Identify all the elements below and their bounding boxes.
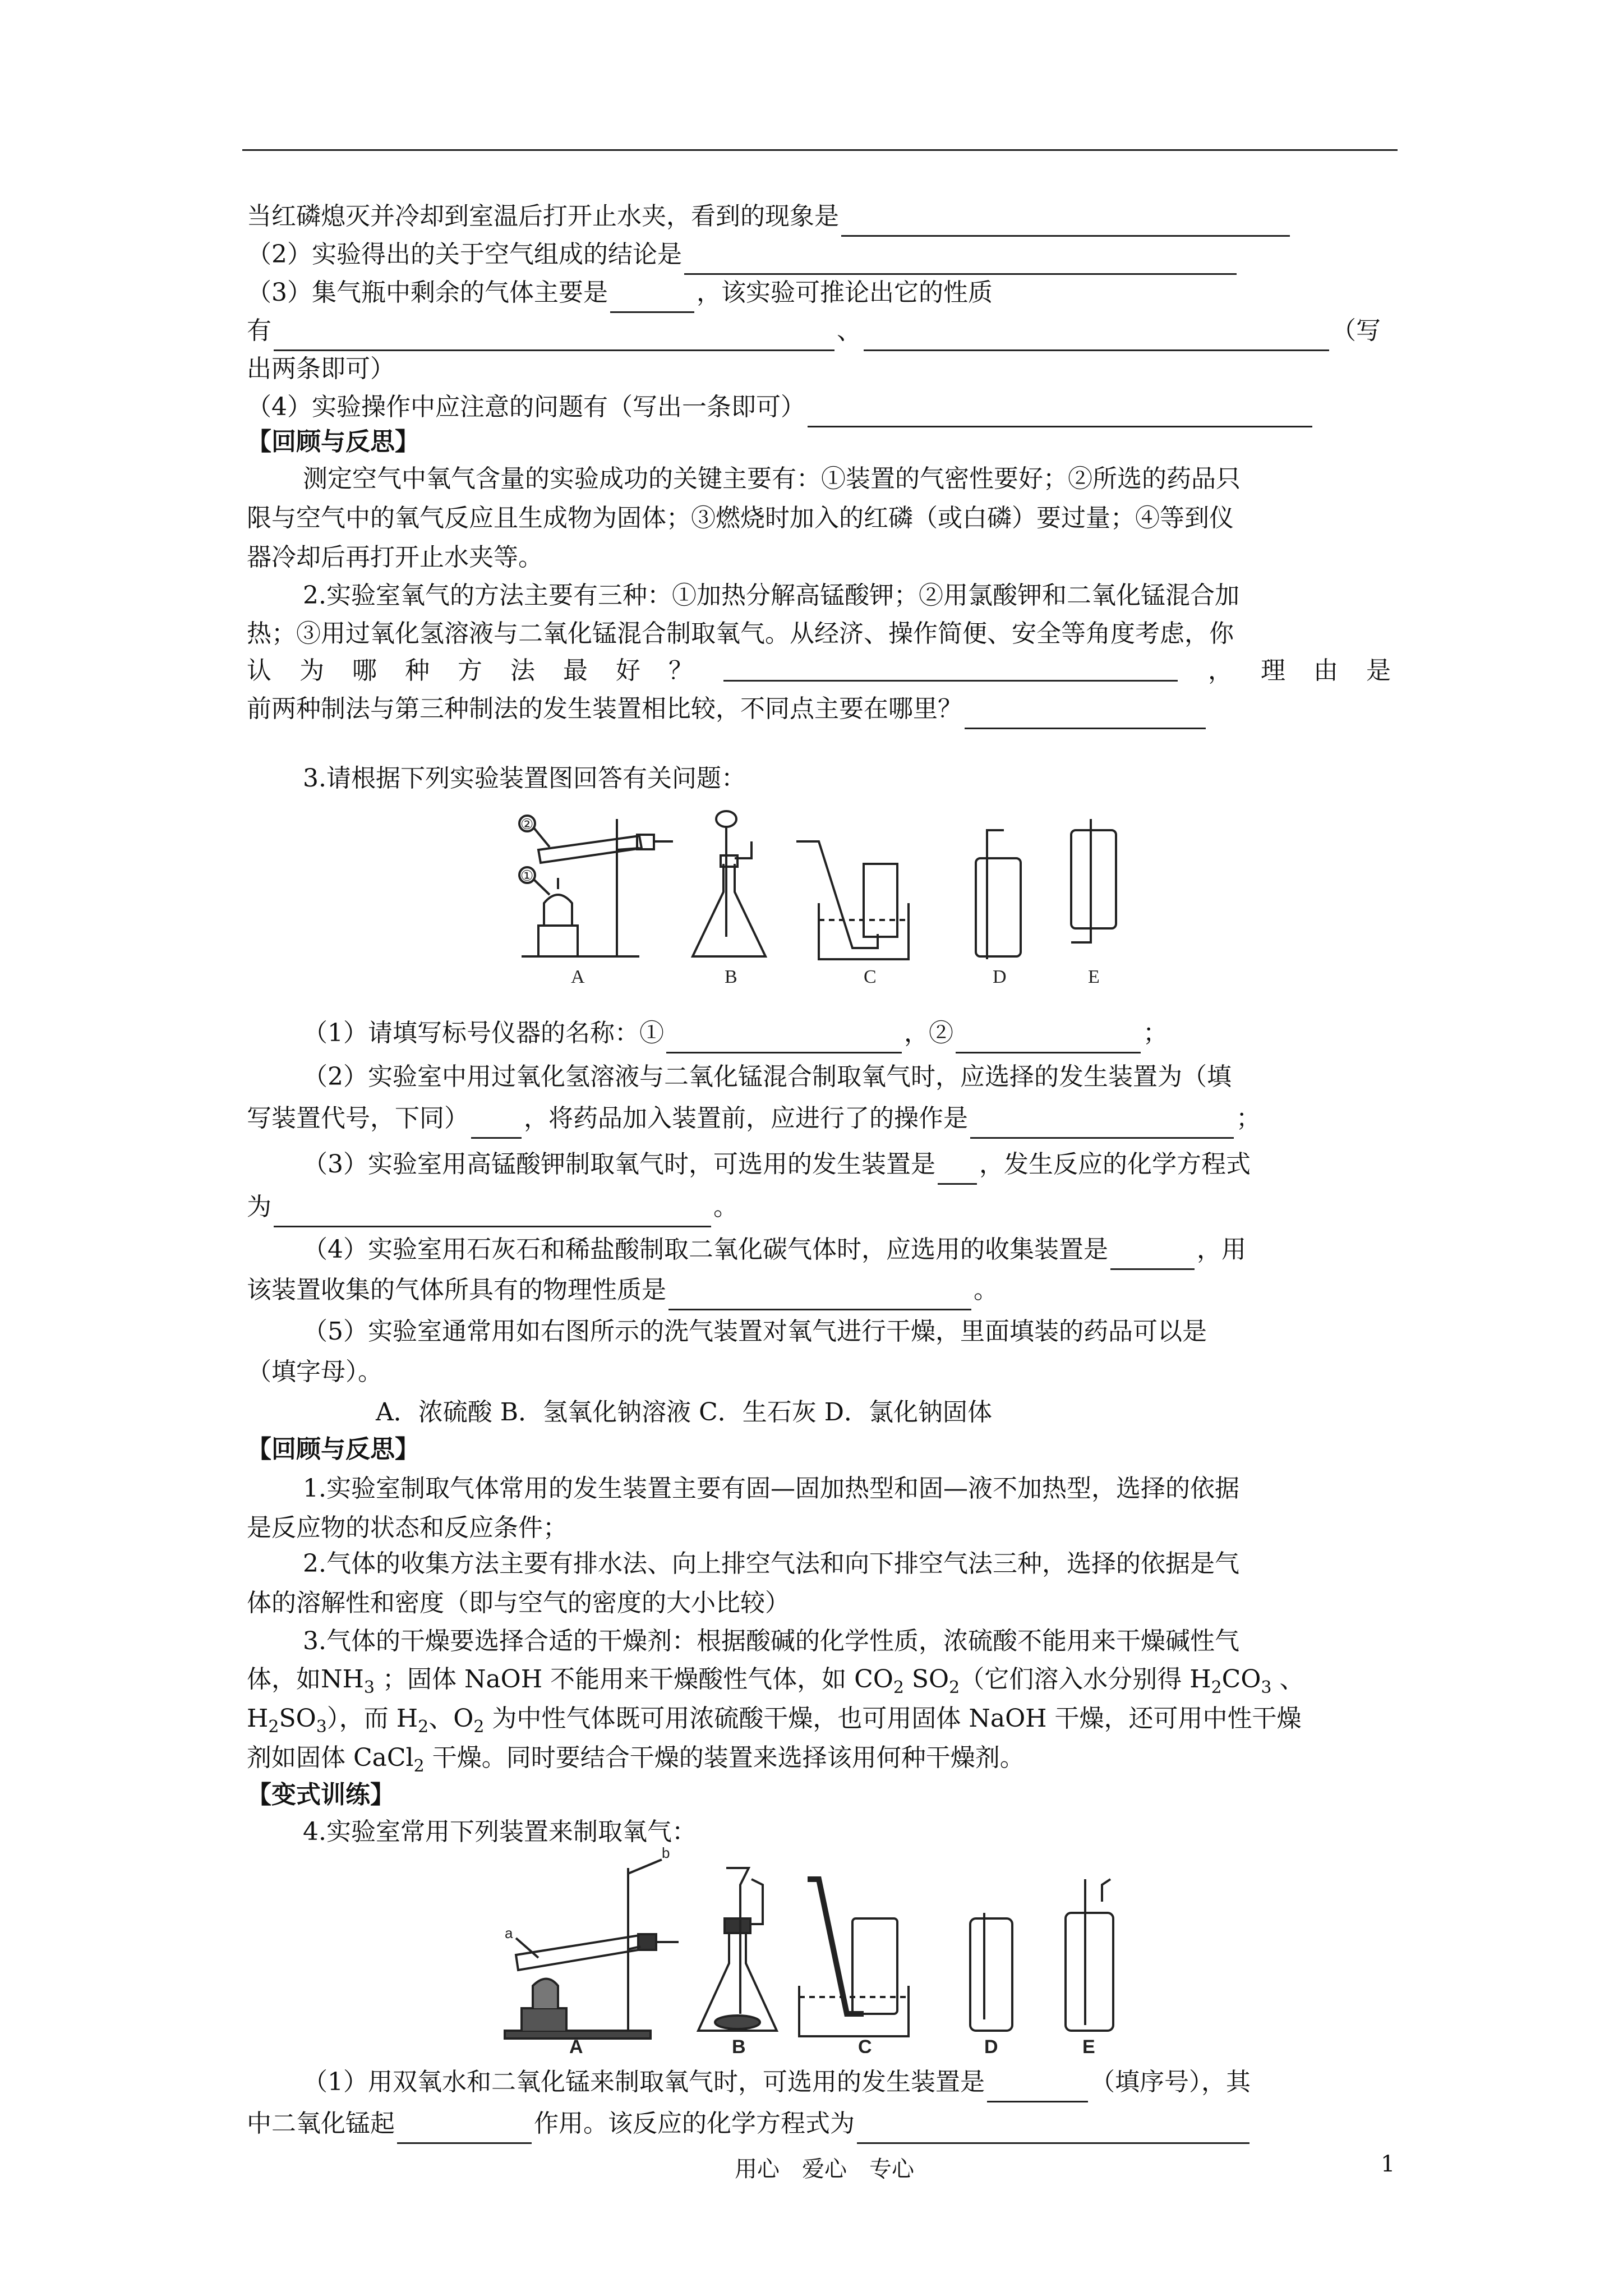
text-run: （3）实验室用高锰酸钾制取氧气时，可选用的发生装置是 bbox=[303, 1150, 935, 1179]
text-line bbox=[303, 1230, 1458, 1270]
text-run: 该装置收集的气体所具有的物理性质是 bbox=[247, 1276, 666, 1304]
fig1-label-c: C bbox=[864, 967, 877, 987]
text-run: 认 bbox=[247, 656, 271, 685]
answer-blank bbox=[956, 1023, 1141, 1053]
text-line bbox=[247, 273, 1402, 313]
page-number: 1 bbox=[1381, 2151, 1395, 2177]
text-line bbox=[303, 576, 1458, 616]
text-run: 1.实验室制取气体常用的发生装置主要有固—固加热型和固—液不加热型，选择的依据 bbox=[303, 1474, 1239, 1503]
text-line bbox=[247, 614, 1402, 654]
fig1-burner bbox=[544, 895, 572, 926]
text-line bbox=[247, 2104, 1402, 2144]
answer-blank bbox=[610, 282, 694, 313]
text-run: 好 bbox=[616, 656, 640, 685]
fig1-bottle-e bbox=[1071, 830, 1116, 928]
text-run: （1）用双氧水和二氧化锰来制取氧气时，可选用的发生装置是 bbox=[303, 2068, 985, 2096]
answer-blank bbox=[1110, 1239, 1195, 1270]
text-run: 3.气体的干燥要选择合适的干燥剂：根据酸碱的化学性质，浓硫酸不能用来干燥碱性气 bbox=[303, 1627, 1239, 1655]
subscript: 2 bbox=[418, 1717, 429, 1737]
text-line bbox=[247, 349, 1402, 389]
text-run: 最 bbox=[563, 656, 588, 685]
text-line bbox=[247, 234, 1402, 275]
text-run: 、O bbox=[428, 1704, 474, 1733]
fig2-burner-block bbox=[522, 2008, 566, 2031]
text-run: ，该实验可推论出它的性质 bbox=[697, 278, 993, 307]
answer-blank bbox=[987, 2072, 1088, 2102]
text-run: （2）实验室中用过氧化氢溶液与二氧化锰混合制取氧气时，应选择的发生装置为（填 bbox=[303, 1062, 1232, 1091]
answer-blank bbox=[684, 244, 1237, 275]
text-run: 前两种制法与第三种制法的发生装置相比较，不同点主要在哪里？ bbox=[247, 694, 962, 723]
answer-blank bbox=[397, 2113, 532, 2144]
fig2-label-b: B bbox=[732, 2036, 746, 2053]
fig2-burner bbox=[533, 1979, 558, 2009]
text-run: A．浓硫酸 B．氢氧化钠溶液 C．生石灰 D．氯化钠固体 bbox=[376, 1398, 993, 1427]
section-heading bbox=[247, 422, 1402, 462]
fig2-bottle-e bbox=[1066, 1913, 1113, 2031]
text-run: 为 bbox=[299, 656, 324, 685]
fig1-gas-jar bbox=[864, 864, 897, 937]
fig2-marker-b: b bbox=[662, 1846, 670, 1861]
text-run: 是 bbox=[1366, 656, 1391, 685]
subscript: 3 bbox=[363, 1678, 375, 1697]
text-run: 热；③用过氧化氢溶液与二氧化锰混合制取氧气。从经济、操作简便、安全等角度考虑，你 bbox=[247, 619, 1234, 648]
text-run: 、 bbox=[1271, 1665, 1304, 1694]
text-line bbox=[303, 1057, 1458, 1097]
text-line bbox=[303, 1013, 1458, 1053]
fig2-test-tube bbox=[516, 1935, 642, 1970]
subscript: 2 bbox=[893, 1678, 904, 1697]
text-run: （5）实验室通常用如右图所示的洗气装置对氧气进行干燥，里面填装的药品可以是 bbox=[303, 1317, 1207, 1346]
fig2-solid bbox=[715, 2016, 760, 2029]
text-run: 哪 bbox=[352, 656, 377, 685]
text-line bbox=[247, 1187, 1402, 1227]
fig1-marker-1-leader bbox=[534, 880, 550, 895]
text-line bbox=[247, 1098, 1402, 1139]
text-run: 体的溶解性和密度（即与空气的密度的大小比较） bbox=[247, 1589, 790, 1617]
subscript: 3 bbox=[1261, 1678, 1272, 1697]
fig2-delivery-tube bbox=[808, 1879, 864, 2014]
text-run: 种 bbox=[405, 656, 430, 685]
answer-blank bbox=[965, 698, 1206, 729]
apparatus-figure-2 bbox=[494, 1846, 1155, 2053]
apparatus-figure-1 bbox=[505, 797, 1166, 987]
text-run: SO bbox=[279, 1704, 316, 1733]
header-rule bbox=[242, 149, 1398, 151]
text-run: 为 bbox=[247, 1193, 271, 1221]
subscript: 2 bbox=[413, 1756, 425, 1776]
answer-blank bbox=[864, 320, 1329, 351]
text-run: （3）集气瓶中剩余的气体主要是 bbox=[247, 278, 608, 307]
fig2-marker-b-leader bbox=[628, 1860, 662, 1874]
fig1-label-b: B bbox=[725, 967, 737, 987]
answer-blank bbox=[274, 320, 834, 351]
section-heading bbox=[247, 1775, 1402, 1815]
fig2-label-a: A bbox=[569, 2036, 583, 2053]
text-run: 作用。该反应的化学方程式为 bbox=[534, 2109, 855, 2138]
text-run: （1）请填写标号仪器的名称：① bbox=[303, 1019, 664, 1047]
text-run: 当红磷熄灭并冷却到室温后打开止水夹，看到的现象是 bbox=[247, 202, 839, 231]
answer-blank bbox=[471, 1108, 522, 1139]
text-run: （4）实验室用石灰石和稀盐酸制取二氧化碳气体时，应选用的收集装置是 bbox=[303, 1235, 1108, 1264]
subscript: 3 bbox=[316, 1717, 327, 1737]
answer-options bbox=[376, 1392, 1531, 1433]
subscript: 2 bbox=[268, 1717, 279, 1737]
page-footer: 用心 爱心 专心 bbox=[735, 2156, 914, 2182]
answer-blank bbox=[970, 1108, 1234, 1139]
text-run: 法 bbox=[510, 656, 535, 685]
text-run: 3.请根据下列实验装置图回答有关问题： bbox=[303, 764, 746, 793]
text-run: 理 bbox=[1261, 656, 1285, 685]
text-line bbox=[303, 1621, 1458, 1662]
text-line bbox=[303, 1544, 1458, 1584]
text-line bbox=[247, 1583, 1402, 1623]
subscript: 2 bbox=[949, 1678, 960, 1697]
text-run: 测定空气中氧气含量的实验成功的关键主要有：①装置的气密性要好；②所选的药品只 bbox=[303, 464, 1241, 493]
fig1-label-e: E bbox=[1088, 967, 1100, 987]
text-run: 。 bbox=[974, 1276, 998, 1304]
text-run: ，用 bbox=[1197, 1235, 1246, 1264]
text-run: 、 bbox=[837, 316, 861, 345]
answer-blank bbox=[841, 206, 1290, 237]
text-run: 2.实验室氧气的方法主要有三种：①加热分解高锰酸钾；②用氯酸钾和二氧化锰混合加 bbox=[303, 581, 1239, 610]
text-run: ？ bbox=[668, 656, 693, 685]
text-line bbox=[303, 459, 1458, 499]
text-run: SO bbox=[903, 1665, 949, 1694]
text-run: 方 bbox=[458, 656, 482, 685]
fig1-marker-2-leader bbox=[534, 828, 550, 847]
text-run: 限与空气中的氧气反应且生成物为固体；③燃烧时加入的红磷（或白磷）要过量；④等到仪 bbox=[247, 504, 1234, 532]
fig1-marker-2: ② bbox=[520, 816, 534, 832]
answer-blank bbox=[723, 651, 1178, 682]
section-heading bbox=[247, 1429, 1402, 1470]
text-line bbox=[303, 1469, 1458, 1509]
text-run: ），而 H bbox=[326, 1704, 418, 1733]
fig1-marker-1: ① bbox=[520, 868, 534, 884]
answer-blank bbox=[666, 1023, 902, 1053]
fig1-bottle-d bbox=[976, 858, 1021, 956]
text-run: 体，如NH bbox=[247, 1665, 364, 1694]
text-line bbox=[247, 689, 1402, 729]
text-line bbox=[247, 196, 1402, 237]
text-line bbox=[247, 1352, 1402, 1392]
text-run: ； bbox=[1236, 1104, 1261, 1133]
text-line bbox=[303, 1144, 1458, 1185]
fig1-tube-d bbox=[987, 830, 1004, 959]
text-run: 中二氧化锰起 bbox=[247, 2109, 395, 2138]
text-run: 【变式训练】 bbox=[247, 1780, 395, 1809]
text-run: H bbox=[247, 1704, 269, 1733]
fig2-marker-a: a bbox=[505, 1925, 513, 1941]
text-run: ， bbox=[1208, 656, 1233, 685]
text-line bbox=[247, 498, 1402, 539]
text-line bbox=[247, 537, 1402, 578]
fig1-funnel-bulb bbox=[716, 811, 736, 827]
text-run: ； bbox=[1143, 1019, 1168, 1047]
fig1-flask bbox=[693, 864, 766, 956]
text-run: （4）实验操作中应注意的问题有（写出一条即可） bbox=[247, 393, 805, 421]
text-run: 2.气体的收集方法主要有排水法、向上排空气法和向下排空气法三种，选择的依据是气 bbox=[303, 1549, 1239, 1578]
fig2-tube-e2 bbox=[1102, 1879, 1110, 1902]
text-run: 剂如固体 CaCl bbox=[247, 1743, 414, 1772]
text-run: ；固体 NaOH 不能用来干燥酸性气体，如 CO bbox=[374, 1665, 893, 1694]
text-run: CO bbox=[1221, 1665, 1261, 1694]
text-run: 【回顾与反思】 bbox=[247, 427, 419, 456]
text-run: 【回顾与反思】 bbox=[247, 1435, 419, 1464]
text-run: 为中性气体既可用浓硫酸干燥，也可用固体 NaOH 干燥，还可用中性干燥 bbox=[484, 1704, 1302, 1733]
text-line bbox=[303, 2062, 1458, 2102]
text-run: （写 bbox=[1331, 316, 1381, 345]
text-line bbox=[247, 311, 1402, 351]
text-run: 。 bbox=[713, 1193, 738, 1221]
text-run: 有 bbox=[247, 316, 271, 345]
text-run: 器冷却后再打开止水夹等。 bbox=[247, 543, 543, 572]
fig2-flask-stopper bbox=[725, 1918, 750, 1933]
fig1-block bbox=[538, 926, 578, 956]
answer-blank bbox=[668, 1280, 971, 1310]
text-run: 由 bbox=[1313, 656, 1338, 685]
text-run: ，发生反应的化学方程式 bbox=[979, 1150, 1251, 1179]
answer-blank bbox=[274, 1197, 711, 1227]
fig2-gas-jar bbox=[852, 1918, 897, 2014]
text-run: （2）实验得出的关于空气组成的结论是 bbox=[247, 240, 682, 269]
answer-blank bbox=[938, 1154, 977, 1185]
fig2-label-e: E bbox=[1082, 2036, 1095, 2053]
fig2-label-c: C bbox=[858, 2036, 872, 2053]
fig2-bottle-d bbox=[970, 1918, 1012, 2031]
subscript: 2 bbox=[1211, 1678, 1222, 1697]
text-run: 4.实验室常用下列装置来制取氧气： bbox=[303, 1818, 697, 1846]
fig1-delivery-tube bbox=[796, 841, 878, 948]
text-run: （填序号），其 bbox=[1090, 2068, 1251, 2096]
subscript: 2 bbox=[473, 1717, 485, 1737]
text-run: 出两条即可） bbox=[247, 355, 395, 383]
fig2-stopper bbox=[638, 1934, 656, 1950]
answer-blank bbox=[857, 2113, 1249, 2144]
fig2-flask-outlet bbox=[750, 1879, 763, 1924]
text-run: 写装置代号，下同） bbox=[247, 1104, 469, 1133]
fig1-label-d: D bbox=[993, 967, 1007, 987]
text-run: ，② bbox=[904, 1019, 953, 1047]
text-line bbox=[247, 1270, 1402, 1310]
text-run: ，将药品加入装置前，应进行了的操作是 bbox=[524, 1104, 968, 1133]
fig1-tube-e bbox=[1071, 819, 1091, 942]
fig2-label-d: D bbox=[984, 2036, 998, 2053]
text-line bbox=[247, 651, 1402, 691]
text-line bbox=[247, 1508, 1402, 1548]
text-run: （填字母）。 bbox=[247, 1358, 382, 1386]
text-line bbox=[303, 1312, 1458, 1352]
text-run: 是反应物的状态和反应条件； bbox=[247, 1513, 568, 1542]
fig1-label-a: A bbox=[571, 967, 585, 987]
text-run: （它们溶入水分别得 H bbox=[960, 1665, 1211, 1694]
text-run: 干燥。同时要结合干燥的装置来选择该用何种干燥剂。 bbox=[424, 1743, 1025, 1772]
text-line bbox=[303, 758, 1458, 799]
